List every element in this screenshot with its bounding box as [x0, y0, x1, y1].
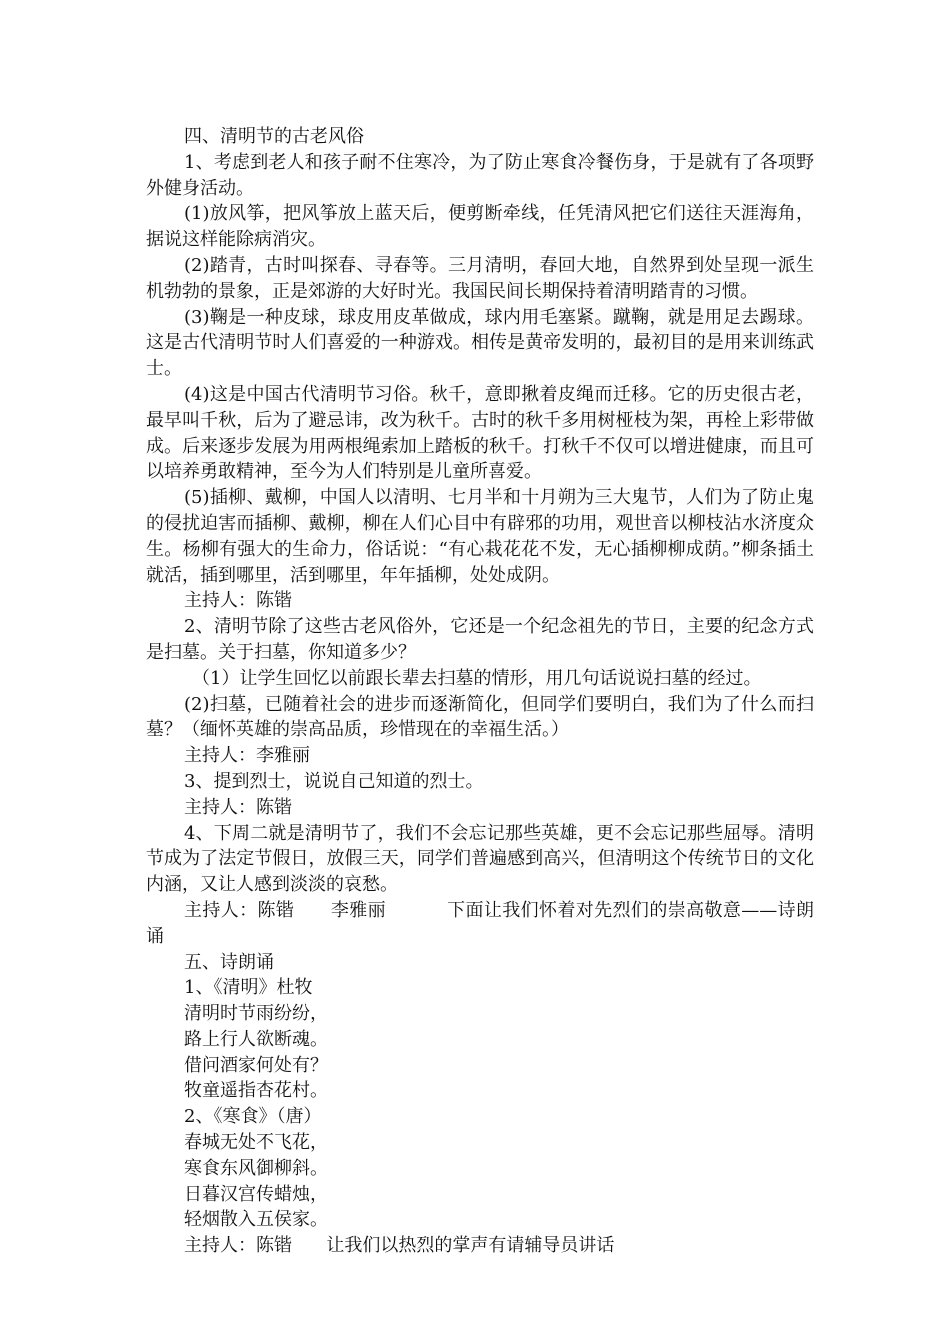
paragraph-swing: (4)这是中国古代清明节习俗。秋千，意即揪着皮绳而迁移。它的历史很古老，最早叫千秋，后为了避忌讳，改为秋千。古时的秋千多用树桠枝为架，再栓上彩带做成。后来逐步发展为用两根绳索加上踏板的秋千。打秋千不仅可以增进健康，而且可以培养勇敢精神，至今为人们特别是儿童所喜爱。 — [146, 383, 814, 483]
host-line: 主持人：陈锴 让我们以热烈的掌声有请辅导员讲话 — [184, 1235, 615, 1257]
poem-line: 轻烟散入五侯家。 — [184, 1209, 328, 1231]
poem-line: 路上行人欲断魂。 — [184, 1028, 328, 1050]
paragraph-cuju: (3)鞠是一种皮球，球皮用皮革做成，球内用毛塞紧。蹴鞠，就是用足去踢球。这是古代清明节时人们喜爱的一种游戏。相传是黄帝发明的，最初目的是用来训练武士。 — [146, 306, 814, 380]
section-heading-customs: 四、清明节的古老风俗 — [184, 126, 364, 147]
poem-title: 2、《寒食》（唐） — [184, 1106, 322, 1128]
paragraph-kite: (1)放风筝，把风筝放上蓝天后，便剪断牵线，任凭清风把它们送往天涯海角，据说这样能除病消灾。 — [146, 203, 814, 251]
poem-line: 寒食东风御柳斜。 — [184, 1157, 328, 1179]
host-line-poem-intro: 主持人：陈锴 李雅丽 下面让我们怀着对先烈们的崇高敬意——诗朗诵 — [146, 899, 814, 947]
paragraph-item-1: 1、考虑到老人和孩子耐不住寒冷，为了防止寒食冷餐伤身，于是就有了各项野外健身活动。 — [146, 151, 814, 199]
poem-line: 春城无处不飞花， — [184, 1132, 328, 1154]
paragraph-item-4: 4、下周二就是清明节了，我们不会忘记那些英雄，更不会忘记那些屈辱。清明节成为了法定节假日，放假三天，同学们普遍感到高兴，但清明这个传统节日的文化内涵，又让人感到淡淡的哀愁。 — [146, 822, 814, 896]
poem-line: 借问酒家何处有？ — [184, 1054, 328, 1076]
document-page — [146, 124, 814, 1259]
paragraph-outing: (2)踏青，古时叫探春、寻春等。三月清明，春回大地，自然界到处呈现一派生机勃勃的景象，正是郊游的大好时光。我国民间长期保持着清明踏青的习惯。 — [146, 254, 814, 302]
poem-line: 清明时节雨纷纷， — [184, 1003, 328, 1025]
host-line: 主持人：陈锴 — [184, 796, 292, 818]
paragraph-willow: (5)插柳、戴柳，中国人以清明、七月半和十月朔为三大鬼节，人们为了防止鬼的侵扰迫害而插柳、戴柳，柳在人们心目中有辟邪的功用，观世音以柳枝沾水济度众生。杨柳有强大的生命力，俗话说：“有心栽花花不发，无心插柳柳成荫。”柳条插土就活，插到哪里，活到哪里，年年插柳，处处成阴。 — [146, 487, 814, 586]
poem-line: 牧童遥指杏花村。 — [184, 1080, 328, 1102]
host-line: 主持人：李雅丽 — [184, 745, 310, 767]
host-line: 主持人：陈锴 — [184, 590, 292, 612]
poem-line: 日暮汉宫传蜡烛， — [184, 1183, 328, 1205]
section-heading-poems: 五、诗朗诵 — [184, 951, 274, 973]
paragraph-tomb-recall: （1）让学生回忆以前跟长辈去扫墓的情形，用几句话说说扫墓的经过。 — [192, 667, 762, 689]
paragraph-item-2: 2、清明节除了这些古老风俗外，它还是一个纪念祖先的节日，主要的纪念方式是扫墓。关于扫墓，你知道多少？ — [146, 616, 814, 663]
poem-title: 1、《清明》杜牧 — [184, 977, 313, 999]
paragraph-tomb-meaning: (2)扫墓，已随着社会的进步而逐渐简化，但同学们要明白，我们为了什么而扫墓？（缅怀英雄的崇高品质，珍惜现在的幸福生活。） — [146, 693, 814, 741]
paragraph-item-3: 3、提到烈士，说说自己知道的烈士。 — [184, 770, 484, 792]
